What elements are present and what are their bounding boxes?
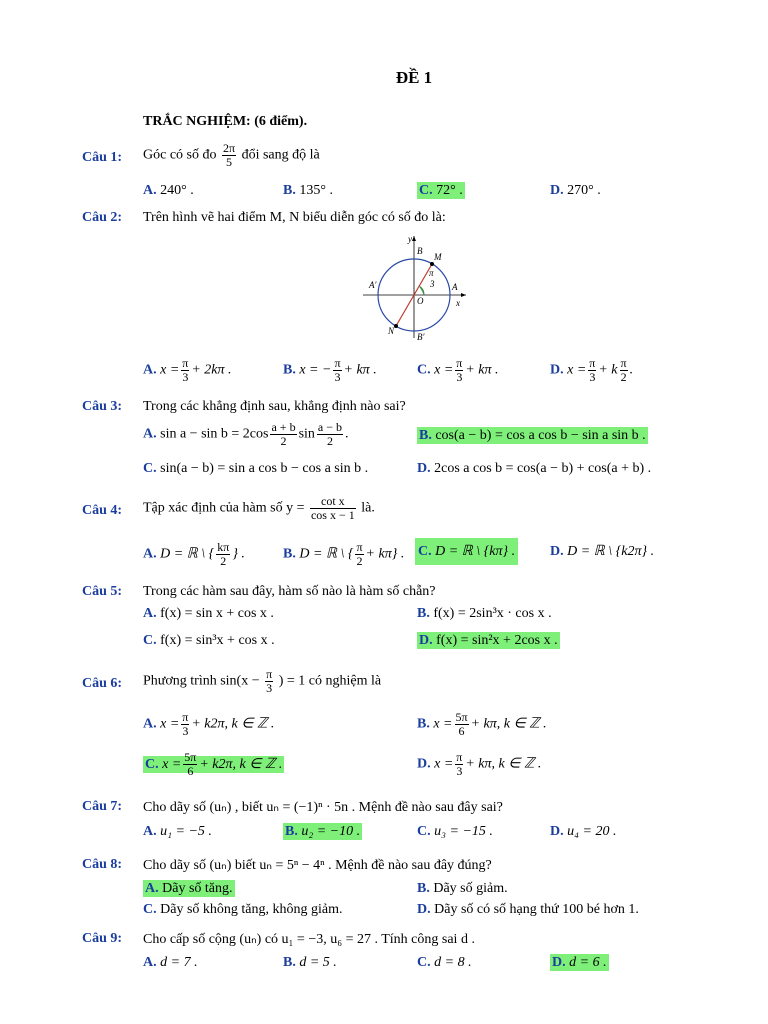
svg-text:A: A (452, 282, 458, 292)
option-c[interactable]: C. 72° . (419, 183, 463, 198)
option-d[interactable]: D. d = 6 . (552, 955, 607, 970)
option-d[interactable]: D. D = ℝ \ {k2π} . (550, 544, 655, 559)
question-label: Câu 5: (82, 584, 123, 599)
option-a[interactable]: A. D = ℝ \ { $\frac{k\pi}{2}$ } . (143, 540, 245, 568)
question-text: Trong các khẳng định sau, khẳng định nào sai? (143, 399, 406, 414)
option-c[interactable]: C. f(x) = sin³x + cos x . (143, 633, 275, 648)
question-text: Phương trình sin(x − $\frac{\pi}{3}$ ) = 1 có nghiệm là (143, 667, 382, 695)
option-a[interactable]: A. sin a − sin b = 2cos $\frac{a + b}{2}$ sin $\frac{a - b}{2}$ . (143, 420, 349, 448)
option-b[interactable]: B. x = − $\frac{\pi}{3}$ + kπ . (283, 356, 377, 384)
option-b[interactable]: B. 135° . (283, 183, 333, 198)
svg-text:B: B (417, 246, 423, 256)
question-text: Cho dãy số (uₙ) biết uₙ = 5ⁿ − 4ⁿ . Mệnh đề nào sau đây đúng? (143, 858, 492, 873)
option-b[interactable]: B. D = ℝ \ { $\frac{\pi}{2}$ + kπ} . (283, 540, 405, 568)
option-b[interactable]: B. x = $\frac{5\pi}{6}$ + kπ, k ∈ ℤ . (417, 710, 547, 738)
svg-text:O: O (417, 296, 424, 306)
option-c[interactable]: C. sin(a − b) = sin a cos b − cos a sin b . (143, 461, 369, 476)
question-text: Tập xác định của hàm số y = $\frac{\text{cot x}}{\text{cos x − 1}}$ là. (143, 494, 375, 522)
svg-text:N: N (388, 326, 395, 336)
option-d[interactable]: D. f(x) = sin²x + 2cos x . (419, 633, 558, 648)
option-b[interactable]: B. u₂ = −10 . (285, 824, 361, 839)
svg-text:y: y (408, 234, 412, 244)
option-c[interactable]: C. D = ℝ \ {kπ} . (415, 543, 518, 560)
question-text: Cho dãy số (uₙ) , biết uₙ = (−1)ⁿ · 5n . Mệnh đề nào sau đây sai? (143, 800, 503, 815)
svg-text:A′: A′ (369, 280, 377, 290)
option-b[interactable]: B. cos(a − b) = cos a cos b − sin a sin b . (419, 428, 646, 443)
option-a[interactable]: A. Dãy số tăng. (145, 881, 233, 896)
question-text: Trong các hàm sau đây, hàm số nào là hàm số chẵn? (143, 584, 436, 599)
option-d[interactable]: D. x = $\frac{\pi}{3}$ + kπ, k ∈ ℤ . (417, 750, 542, 778)
option-d[interactable]: D. 2cos a cos b = cos(a − b) + cos(a + b) . (417, 461, 652, 476)
unit-circle-figure (358, 232, 468, 340)
option-c[interactable]: C. x = $\frac{5\pi}{6}$ + k2π, k ∈ ℤ . (145, 750, 283, 778)
question-label: Câu 3: (82, 399, 123, 414)
question-text: Cho cấp số cộng (uₙ) có u₁ = −3, u₆ = 27 . Tính công sai d . (143, 932, 475, 947)
question-label: Câu 9: (82, 931, 123, 946)
option-b[interactable]: B. d = 5 . (283, 955, 337, 970)
option-d[interactable]: D. x = $\frac{\pi}{3}$ + k $\frac{\pi}{2}$ . (550, 356, 634, 384)
svg-text:3: 3 (430, 279, 435, 289)
question-label: Câu 8: (82, 857, 123, 872)
option-b[interactable]: B. f(x) = 2sin³x · cos x . (417, 606, 552, 621)
svg-text:π: π (429, 268, 434, 278)
option-c[interactable]: C. u₃ = −15 . (417, 824, 493, 839)
page-title: ĐỀ 1 (395, 68, 433, 87)
option-d[interactable]: D. Dãy số có số hạng thứ 100 bé hơn 1. (417, 902, 639, 917)
svg-text:B′: B′ (417, 332, 425, 340)
option-a[interactable]: A. 240° . (143, 183, 194, 198)
question-label: Câu 1: (82, 150, 123, 165)
option-c[interactable]: C. Dãy số không tăng, không giảm. (143, 902, 343, 917)
svg-text:x: x (456, 298, 460, 308)
question-label: Câu 2: (82, 210, 123, 225)
question-text: Trên hình vẽ hai điểm M, N biểu diễn góc có số đo là: (143, 210, 446, 225)
question-label: Câu 7: (82, 799, 123, 814)
option-b[interactable]: B. Dãy số giảm. (417, 881, 508, 896)
option-a[interactable]: A. u₁ = −5 . (143, 824, 212, 839)
option-a[interactable]: A. x = $\frac{\pi}{3}$ + 2kπ . (143, 356, 232, 384)
option-c[interactable]: C. x = $\frac{\pi}{3}$ + kπ . (417, 356, 499, 384)
option-c[interactable]: C. d = 8 . (417, 955, 472, 970)
option-d[interactable]: D. u₄ = 20 . (550, 824, 617, 839)
option-d[interactable]: D. 270° . (550, 183, 601, 198)
question-label: Câu 6: (82, 676, 123, 691)
svg-text:M: M (434, 252, 442, 262)
section-heading: TRẮC NGHIỆM: (6 điểm). (143, 114, 308, 129)
question-label: Câu 4: (82, 503, 123, 518)
option-a[interactable]: A. x = $\frac{\pi}{3}$ + k2π, k ∈ ℤ . (143, 710, 275, 738)
question-text: Góc có số đo $\frac{2\pi}{5}$ đổi sang độ là (143, 141, 320, 169)
option-a[interactable]: A. d = 7 . (143, 955, 198, 970)
option-a[interactable]: A. f(x) = sin x + cos x . (143, 606, 274, 621)
